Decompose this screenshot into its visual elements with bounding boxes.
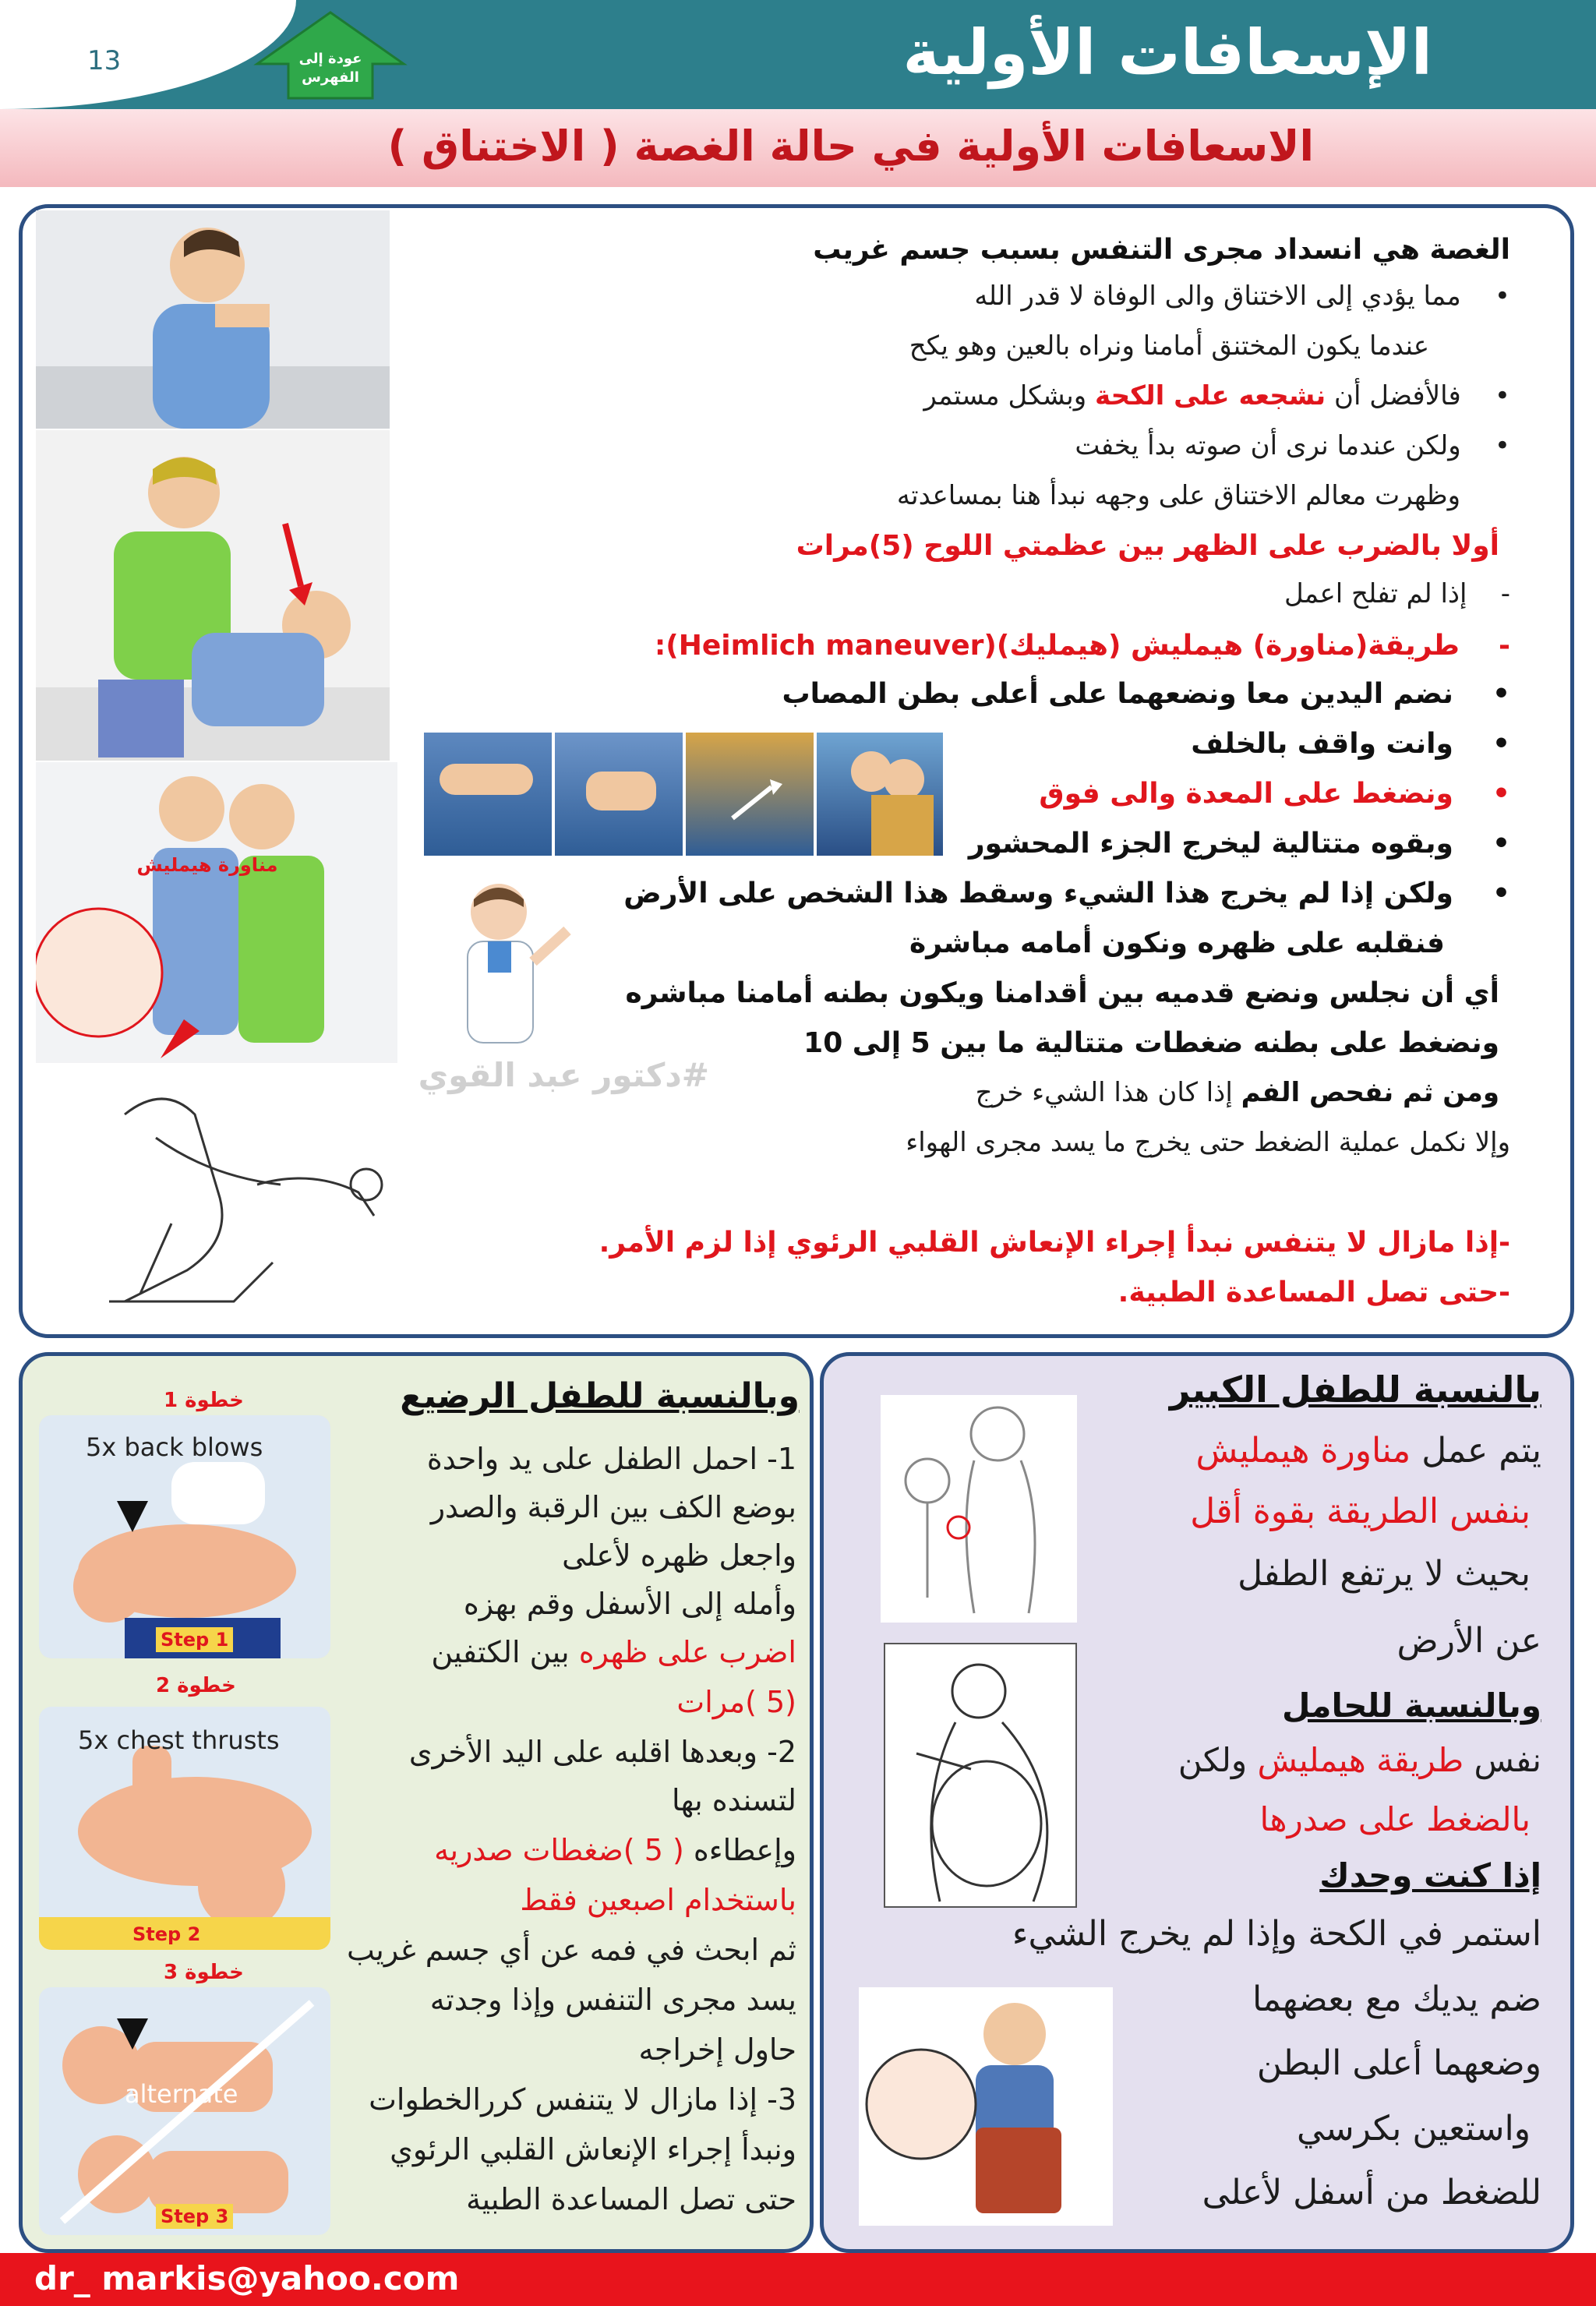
heimlich-step-photo-4 — [817, 733, 943, 856]
text-line-4: • فالأفضل أن نشجعه على الكحة وبشكل مستمر — [923, 380, 1510, 411]
heimlich-step-photo-2 — [555, 733, 683, 856]
footer-bar — [0, 2253, 1596, 2306]
heimlich-step-photo-3 — [686, 733, 814, 856]
heimlich-image-label: مناورة هيمليش — [136, 854, 278, 876]
infant-step2-badge: Step 2 — [132, 1923, 201, 1945]
text-line-2: • مما يؤدي إلى الاختناق والى الوفاة لا قدر الله — [974, 281, 1510, 312]
doctor-avatar — [443, 876, 591, 1052]
text-line-3: عندما يكون المختنق أمامنا ونراه بالعين وهو يكح — [909, 330, 1429, 362]
text-line-6: وظهرت معالم الاختناق على وجهه نبدأ هنا بمساعدته — [896, 480, 1460, 511]
watermark: #دكتور عبد القوي — [418, 1056, 709, 1094]
infant-line-11: ثم ابحث في فمه عن أي جسم غريب — [346, 1933, 796, 1967]
footer-email: dr_ markis@yahoo.com — [34, 2259, 460, 2297]
page-number: 13 — [87, 45, 122, 76]
heimlich-image — [36, 762, 397, 1063]
infant-line-1: 1- احمل الطفل على يد واحدة — [426, 1442, 796, 1476]
floor-heimlich-drawing — [78, 1068, 390, 1325]
infant-step2-caption: 5x chest thrusts — [78, 1725, 280, 1755]
text-line-10: • نضم اليدين معا ونضعهما على أعلى بطن المصاب — [782, 678, 1510, 710]
text-line-12: • ونضغط على المعدة والى فوق — [1039, 778, 1510, 810]
infant-line-3: واجعل ظهره لأعلى — [562, 1538, 796, 1573]
text-line-11: • وانت واقف بالخلف — [1191, 728, 1510, 760]
pregnant-title: وبالنسبة للحامل — [1282, 1686, 1541, 1725]
cpr-line: -إذا مازال لا يتنفس نبدأ إجراء الإنعاش القلبي الرئوي إذا لزم الأمر. — [598, 1227, 1510, 1259]
choking-man-image — [36, 210, 390, 429]
infant-line-16: حتى تصل المساعدة الطبية — [466, 2182, 796, 2216]
infant-line-4: وأمله إلى الأسفل وقم بهزه — [463, 1587, 796, 1621]
alone-line-1: استمر في الكحة وإذا لم يخرج الشيء — [1012, 1914, 1541, 1954]
infant-line-10: باستخدام اصبعين فقط — [520, 1883, 796, 1917]
infant-line-8: لتسنده بها — [671, 1783, 796, 1817]
alone-title: إذا كنت وحدك — [1319, 1856, 1541, 1895]
infant-step1-caption: 5x back blows — [86, 1432, 263, 1462]
older-child-image — [881, 1395, 1077, 1623]
alone-line-4: واستعين بكرسي — [1297, 2109, 1531, 2149]
infant-line-7: 2- وبعدها اقلبه على اليد الأخرى — [408, 1735, 796, 1769]
back-to-index-button[interactable] — [248, 9, 413, 101]
older-child-title: بالنسبة للطفل الكبير — [1169, 1368, 1541, 1411]
alone-line-3: وضعهما أعلى البطن — [1256, 2043, 1541, 2083]
pregnant-line-1: نفس طريقة هيمليش ولكن — [1178, 1741, 1541, 1779]
back-button-label: عودة إلى الفهرس — [298, 51, 362, 86]
infant-step1-image — [39, 1415, 330, 1658]
infant-title: وبالنسبة للطفل الرضيع — [400, 1376, 800, 1416]
infant-line-9: وإعطاءه ( 5 )ضغطات صدريه — [434, 1833, 796, 1867]
definition-line: الغصة هي انسداد مجرى التنفس بسبب جسم غريب — [813, 234, 1510, 266]
text-line-13: • وبقوه متتالية ليخرج الجزء المحشور — [968, 828, 1510, 860]
infant-line-15: ونبدأ إجراء الإنعاش القلبي الرئوي — [390, 2132, 796, 2167]
pregnant-woman-image — [884, 1643, 1077, 1908]
text-line-19: وإلا نكمل عملية الضغط حتى يخرج ما يسد مجرى الهواء — [906, 1127, 1510, 1158]
infant-step3-badge: Step 3 — [156, 2204, 233, 2229]
step-label-2: خطوة 2 — [156, 1674, 236, 1697]
back-blows-line: أولا بالضرب على الظهر بين عظمتي اللوح (5)مرات — [796, 530, 1499, 562]
older-line-2: بنفس الطريقة بقوة أقل — [1190, 1492, 1531, 1531]
infant-step3-caption: alternate — [125, 2079, 238, 2109]
infant-line-5: اضرب على ظهره بين الكتفين — [431, 1635, 796, 1669]
text-line-8: - إذا لم تفلح اعمل — [1284, 578, 1510, 609]
self-heimlich-chair-image — [859, 1987, 1113, 2226]
pregnant-line-2: بالضغط على صدرها — [1259, 1800, 1531, 1838]
step-label-3: خطوة 3 — [164, 1961, 244, 1984]
infant-step2-image — [39, 1707, 330, 1950]
older-line-4: عن الأرض — [1396, 1621, 1541, 1661]
infant-line-13: حاول إخراجه — [638, 2032, 796, 2067]
section-title: الاسعافات الأولية في حالة الغصة ( الاختناق ) — [387, 122, 1314, 171]
back-blows-image — [36, 430, 390, 761]
text-line-5: • ولكن عندما نرى أن صوته بدأ يخفت — [1075, 430, 1510, 461]
text-line-16: أي أن نجلس ونضع قدميه بين أقدامنا ويكون بطنه أمامنا مباشره — [625, 977, 1499, 1009]
older-line-1: يتم عمل مناورة هيمليش — [1195, 1431, 1541, 1471]
infant-line-14: 3- إذا مازال لا يتنفس كررالخطوات — [369, 2082, 796, 2117]
infant-line-12: يسد مجرى التنفس وإذا وجدته — [429, 1983, 796, 2017]
heimlich-step-photo-1 — [424, 733, 552, 856]
text-line-17: ونضغط على بطنه ضغطات متتالية ما بين 5 إلى 10 — [803, 1027, 1499, 1059]
page-title: الإسعافات الأولية — [902, 16, 1432, 89]
infant-line-2: بوضع الكف بين الرقبة والصدر — [430, 1490, 796, 1524]
text-line-15: فنقلبه على ظهره ونكون أمامه مباشرة — [909, 927, 1445, 959]
older-line-3: بحيث لا يرتفع الطفل — [1238, 1554, 1531, 1594]
step-label-1: خطوة 1 — [164, 1389, 244, 1412]
heimlich-title-line: - طريقة(مناورة) هيمليش (هيمليك)(Heimlich maneuver): — [654, 630, 1510, 662]
medical-help-line: -حتى تصل المساعدة الطبية. — [1118, 1277, 1510, 1308]
alone-line-2: ضم يديك مع بعضهما — [1252, 1979, 1541, 2019]
infant-line-6: (5 )مرات — [676, 1685, 796, 1719]
infant-step3-image — [39, 1987, 330, 2235]
text-line-14: • ولكن إذا لم يخرج هذا الشيء وسقط هذا الشخص على الأرض — [623, 878, 1510, 909]
alone-line-5: للضغط من أسفل لأعلى — [1202, 2173, 1541, 2212]
text-line-18: ومن ثم نفحص الفم إذا كان هذا الشيء خرج — [975, 1077, 1499, 1108]
infant-step1-badge: Step 1 — [156, 1627, 233, 1652]
